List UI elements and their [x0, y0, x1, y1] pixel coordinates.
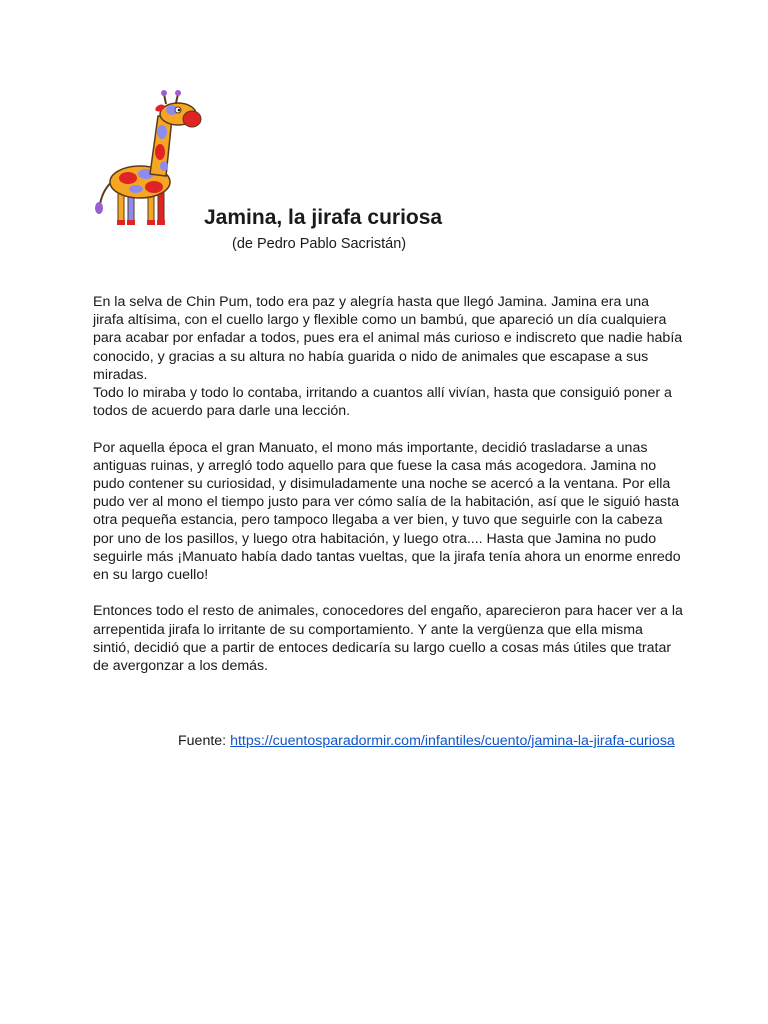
source-link[interactable]: https://cuentosparadormir.com/infantiles/cuento/jamina-la-jirafa-curiosa [230, 733, 675, 749]
source-line [178, 731, 675, 751]
paragraph-line: Entonces todo el resto de animales, conocedores del engaño, aparecieron para hacer ver a la arrepentida jirafa lo irritante de su comportamiento. Y ante la vergüenza que ella misma sintió, decidió que a partir de entoces dedicaría su largo cuello a cosas más útiles que tratar de avergonzar a los demás. [93, 603, 683, 675]
story-paragraph [93, 439, 683, 585]
story-paragraph [93, 293, 683, 420]
source-label: Fuente: [178, 733, 231, 749]
paragraph-line: En la selva de Chin Pum, todo era paz y alegría hasta que llegó Jamina. Jamina era una jirafa altísima, con el cuello largo y flexible como un bambú, que apareció un día cualquiera para acabar por enfadar a todos, pues era el animal más curioso e indiscreto que nadie había conocido, y gracias a su altura no había guarida o nido de animales que escapase a sus miradas. [93, 294, 683, 383]
story-paragraph [93, 602, 683, 675]
document-author: (de Pedro Pablo Sacristán) [232, 236, 407, 252]
giraffe-illustration [92, 88, 204, 228]
paragraph-line: Todo lo miraba y todo lo contaba, irritando a cuantos allí vivían, hasta que consiguió poner a todos de acuerdo para darle una lección. [93, 385, 672, 420]
paragraph-line: Por aquella época el gran Manuato, el mono más importante, decidió trasladarse a unas antiguas ruinas, y arregló todo aquello para que fuese la casa más acogedora. Jamina no pudo contener su curiosidad, y disimuladamente una noche se acercó a la ventana. Por ella pudo ver al mono el tiempo justo para ver cómo salía de la habitación, así que le siguió hasta otra pequeña estancia, pero tampoco llegaba a ver bien, y tuvo que seguirle con la cabeza por uno de los pasillos, y luego otra habitación, y luego otra.... Hasta que Jamina no pudo seguirle más ¡Manuato había dado tantas vueltas, que la jirafa tenía ahora un enorme enredo en su largo cuello! [93, 439, 681, 584]
document-title: Jamina, la jirafa curiosa [204, 206, 443, 229]
story-body [93, 293, 683, 693]
